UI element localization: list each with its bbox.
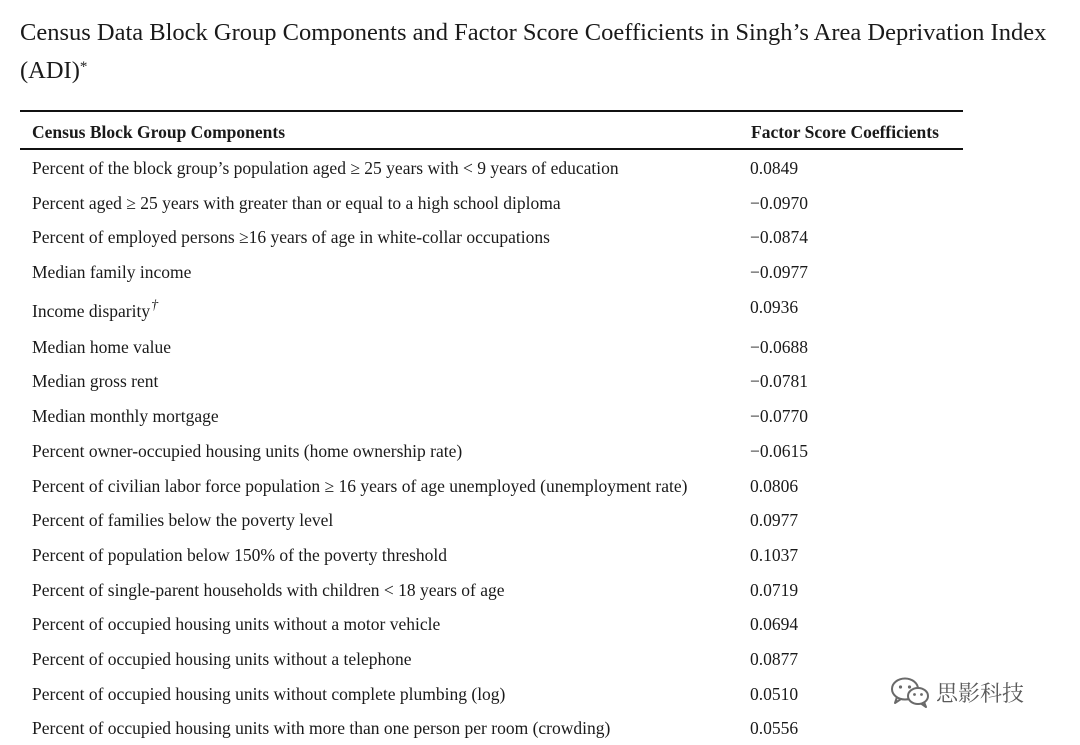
coefficient-cell: 0.0719 (750, 579, 799, 600)
table-row (20, 150, 963, 185)
component-cell: Percent owner-occupied housing units (home ownership rate) (32, 440, 463, 461)
component-cell: Median gross rent (32, 371, 159, 392)
table-row (20, 329, 963, 364)
dagger-footnote-mark: † (151, 297, 159, 313)
component-cell: Median home value (32, 336, 171, 357)
component-cell: Median family income (32, 262, 192, 283)
component-cell: Percent of population below 150% of the poverty threshold (32, 544, 448, 565)
table-row (20, 641, 963, 676)
coefficient-cell: −0.0970 (750, 192, 808, 213)
table-row (20, 676, 963, 711)
coefficient-cell: 0.0877 (750, 648, 799, 669)
coefficient-cell: 0.0694 (750, 614, 799, 635)
table-row (20, 572, 963, 607)
component-cell: Percent of employed persons ≥16 years of age in white-collar occupations (32, 227, 550, 248)
component-cell: Percent of the block group’s population aged ≥ 25 years with < 9 years of education (32, 158, 619, 178)
component-cell: Percent aged ≥ 25 years with greater than or equal to a high school diploma (32, 192, 561, 213)
coefficient-cell: −0.0781 (750, 371, 808, 392)
watermark-text: 思影科技 (936, 681, 1025, 707)
coefficient-cell: −0.0770 (750, 406, 808, 427)
coefficient-cell: 0.0510 (750, 683, 799, 704)
table-title (20, 14, 1070, 90)
component-cell: Percent of single-parent households with children < 18 years of age (32, 579, 505, 600)
coefficient-cell: −0.0688 (750, 336, 808, 357)
table-row (20, 537, 963, 572)
table-row (20, 606, 963, 641)
coefficient-cell: 0.0849 (750, 158, 799, 178)
component-cell (32, 297, 159, 322)
wechat-icon (890, 676, 930, 708)
component-text: Income disparity (32, 300, 151, 321)
component-cell: Percent of occupied housing units without a telephone (32, 648, 412, 669)
coefficient-cell: −0.0977 (750, 262, 808, 283)
table-row (20, 468, 963, 503)
coefficient-cell: −0.0615 (750, 440, 808, 461)
title-footnote-mark: * (79, 59, 88, 75)
component-cell: Percent of occupied housing units without a motor vehicle (32, 614, 441, 635)
table-row (20, 363, 963, 398)
table-header (20, 112, 963, 150)
component-cell: Percent of civilian labor force population ≥ 16 years of age unemployed (unemployment rate) (32, 475, 688, 496)
table-row (20, 398, 963, 433)
coefficient-cell: −0.0874 (750, 227, 808, 248)
coefficient-cell: 0.0936 (750, 296, 799, 317)
header-components: Census Block Group Components (32, 122, 285, 142)
header-coefficients: Factor Score Coefficients (751, 122, 939, 142)
table-row (20, 185, 963, 220)
watermark (890, 676, 1024, 708)
component-cell: Percent of families below the poverty level (32, 510, 334, 531)
table-row (20, 433, 963, 468)
coefficient-cell: 0.0806 (750, 475, 799, 496)
coefficient-cell: 0.0977 (750, 510, 799, 531)
coefficient-cell: 0.0556 (750, 718, 799, 739)
table-body (20, 150, 963, 745)
coefficient-cell: 0.1037 (750, 544, 799, 565)
component-cell: Percent of occupied housing units without complete plumbing (log) (32, 683, 506, 704)
table-title-text: Census Data Block Group Components and Factor Score Coefficients in Singh’s Area Deprivation Index (ADI) (20, 19, 1047, 84)
table-row (20, 219, 963, 254)
table-row (20, 289, 963, 329)
coefficients-table (20, 110, 963, 745)
table-row (20, 710, 963, 745)
table-row (20, 502, 963, 537)
component-cell: Median monthly mortgage (32, 406, 219, 427)
table-row (20, 254, 963, 289)
component-cell: Percent of occupied housing units with more than one person per room (crowding) (32, 718, 611, 739)
